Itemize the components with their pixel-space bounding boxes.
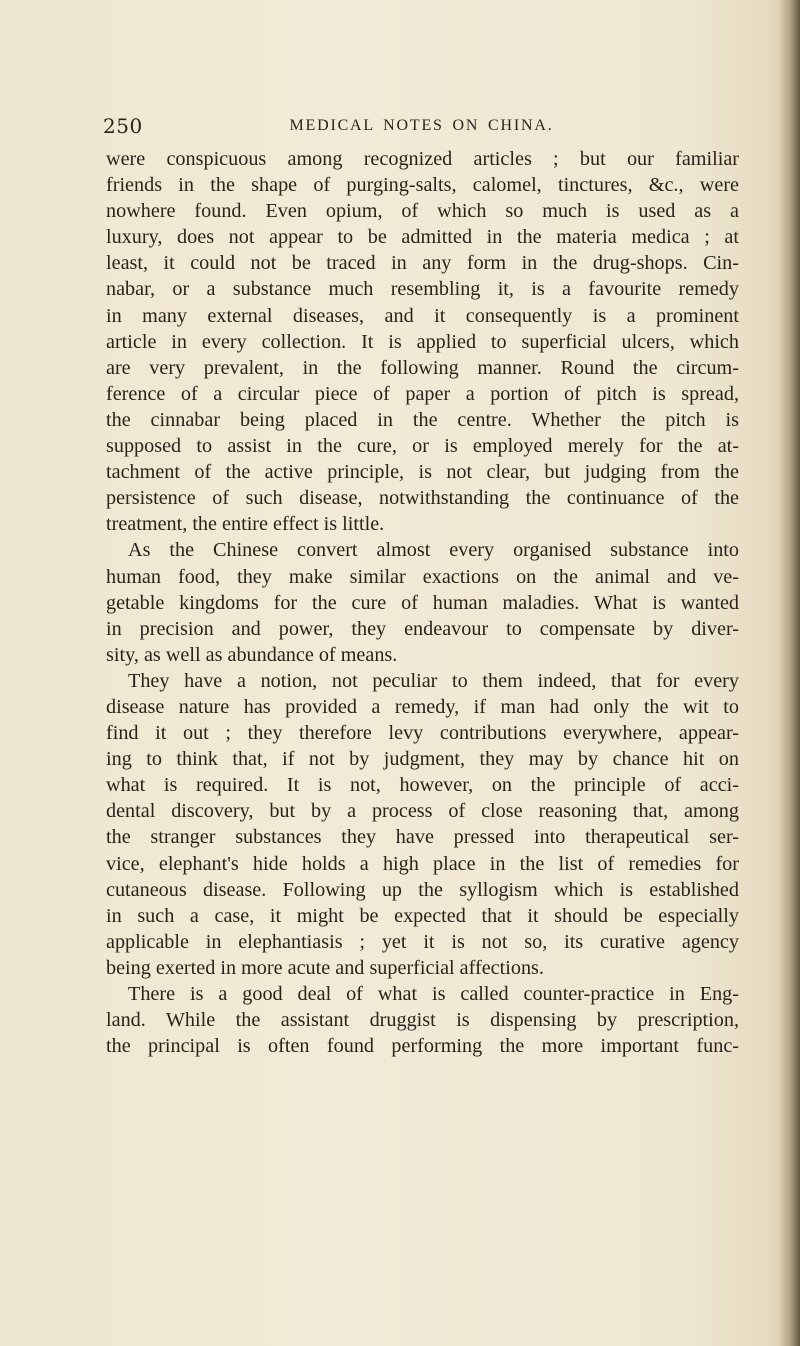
text-line: luxury, does not appear to be admitted in the materia medica ; at (106, 226, 739, 249)
text-line: sity, as well as abundance of means. (106, 643, 398, 666)
text-line: being exerted in more acute and superficial affections. (106, 956, 544, 979)
text-line: least, it could not be traced in any form in the drug-shops. Cin- (106, 252, 739, 275)
text-line: disease nature has provided a remedy, if man had only the wit to (106, 695, 739, 718)
text-line: vice, elephant's hide holds a high place in the list of remedies for (106, 852, 739, 875)
text-line: applicable in elephantiasis ; yet it is not so, its curative agency (106, 930, 739, 953)
text-line: were conspicuous among recognized articles ; but our familiar (106, 148, 739, 170)
text-line: cutaneous disease. Following up the syllogism which is established (106, 878, 739, 901)
text-line: tachment of the active principle, is not clear, but judging from the (106, 461, 739, 484)
text-line: are very prevalent, in the following manner. Round the circum- (106, 356, 739, 379)
text-line: nowhere found. Even opium, of which so much is used as a (106, 200, 739, 223)
text-line: the cinnabar being placed in the centre. Whether the pitch is (106, 408, 739, 431)
body-text (106, 146, 739, 1059)
text-line: nabar, or a substance much resembling it, is a favourite remedy (106, 278, 739, 301)
text-line: supposed to assist in the cure, or is employed merely for the at- (106, 435, 739, 458)
running-title: MEDICAL NOTES ON CHINA. (289, 117, 554, 134)
page-gutter-shadow (778, 0, 800, 1346)
text-line: land. While the assistant druggist is dispensing by prescription, (106, 1009, 739, 1032)
text-line: ing to think that, if not by judgment, they may by chance hit on (106, 748, 739, 771)
text-line: As the Chinese convert almost every organised substance into (128, 539, 739, 562)
text-line: getable kingdoms for the cure of human maladies. What is wanted (106, 591, 739, 614)
text-line: human food, they make similar exactions on the animal and ve- (106, 565, 739, 588)
text-line: friends in the shape of purging-salts, calomel, tinctures, &c., were (106, 174, 739, 197)
text-line: what is required. It is not, however, on the principle of acci- (106, 774, 739, 797)
text-line: dental discovery, but by a process of close reasoning that, among (106, 800, 739, 823)
page-header (103, 114, 740, 144)
text-line: find it out ; they therefore levy contributions everywhere, appear- (106, 722, 739, 745)
text-line: the principal is often found performing the more important func- (106, 1035, 739, 1058)
text-line: ference of a circular piece of paper a portion of pitch is spread, (106, 382, 739, 405)
text-line: They have a notion, not peculiar to them indeed, that for every (128, 669, 739, 692)
text-line: There is a good deal of what is called counter-practice in Eng- (128, 983, 739, 1005)
text-line: persistence of such disease, notwithstanding the continuance of the (106, 487, 739, 510)
text-line: in precision and power, they endeavour to compensate by diver- (106, 617, 739, 640)
page-number: 250 (103, 114, 143, 138)
text-line: in such a case, it might be expected that it should be especially (106, 904, 739, 927)
text-line: the stranger substances they have pressed into therapeutical ser- (106, 826, 739, 849)
text-line: treatment, the entire effect is little. (106, 513, 385, 536)
text-line: article in every collection. It is applied to superficial ulcers, which (106, 330, 739, 353)
text-line: in many external diseases, and it consequently is a prominent (106, 304, 739, 327)
